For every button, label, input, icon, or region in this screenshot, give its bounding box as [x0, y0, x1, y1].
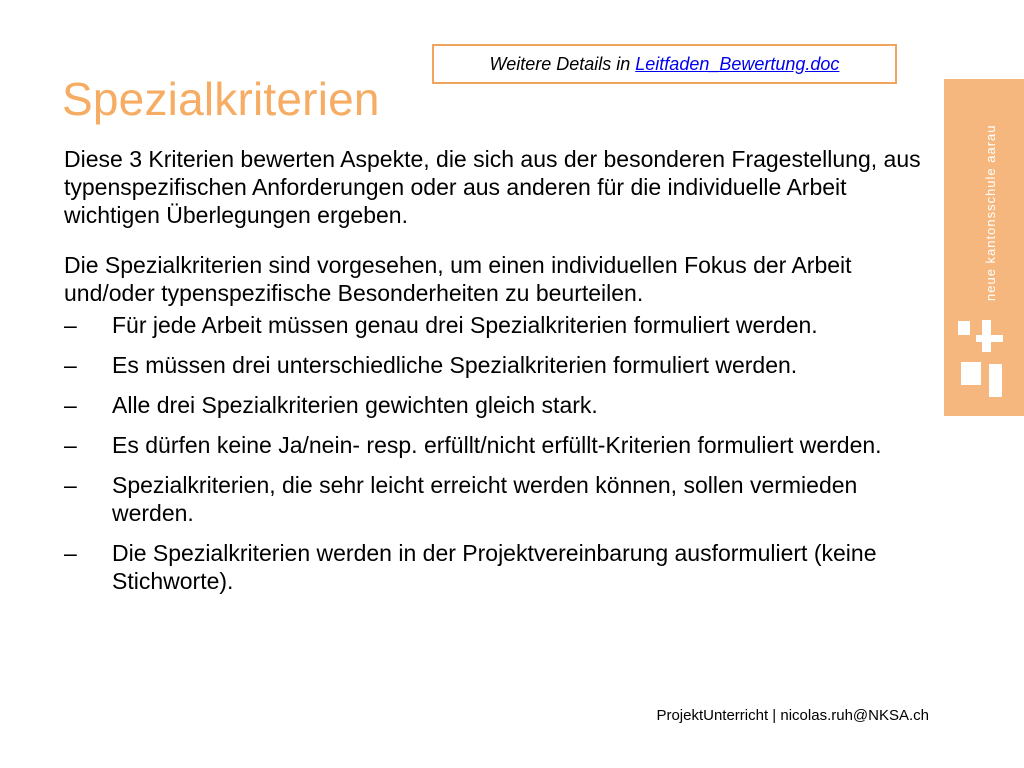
- bullet-dash: –: [64, 432, 77, 458]
- bullet-dash: –: [64, 472, 77, 498]
- list-item-text: Alle drei Spezialkriterien gewichten gleich stark.: [112, 392, 598, 418]
- footer: ProjektUnterricht | nicolas.ruh@NKSA.ch: [656, 707, 929, 724]
- logo-text: neue kantonsschule aarau: [983, 124, 998, 301]
- list-item: [64, 391, 934, 419]
- list-item-text: Die Spezialkriterien werden in der Projektvereinbarung ausformuliert (keine Stichworte).: [112, 540, 877, 594]
- list-item-text: Spezialkriterien, die sehr leicht erreicht werden können, sollen vermieden werden.: [112, 472, 858, 526]
- list-item-text: Es müssen drei unterschiedliche Spezialkriterien formuliert werden.: [112, 352, 798, 378]
- details-box: [432, 44, 897, 84]
- logo-mark-block-right: [989, 364, 1002, 397]
- bullet-dash: –: [64, 312, 77, 338]
- leitfaden-link[interactable]: Leitfaden_Bewertung.doc: [635, 54, 840, 74]
- list-item: [64, 351, 934, 379]
- list-item-text: Es dürfen keine Ja/nein- resp. erfüllt/nicht erfüllt-Kriterien formuliert werden.: [112, 432, 882, 458]
- bullet-dash: –: [64, 352, 77, 378]
- school-logo-graphic: [944, 79, 1024, 416]
- school-logo: [944, 79, 1024, 416]
- logo-mark-crossbar: [976, 335, 1003, 342]
- logo-mark-block-left: [961, 362, 981, 385]
- list-item: [64, 471, 934, 527]
- purpose-paragraph: Die Spezialkriterien sind vorgesehen, um einen individuellen Fokus der Arbeit und/oder typenspezifische Besonderheiten zu beurteilen.: [64, 252, 852, 306]
- list-item: [64, 431, 934, 459]
- intro-paragraph: Diese 3 Kriterien bewerten Aspekte, die sich aus der besonderen Fragestellung, aus typenspezifischen Anforderungen oder aus anderen für die individuelle Arbeit wichtigen Überlegungen ergeben.: [64, 146, 921, 228]
- details-prefix: Weitere Details in: [489, 54, 636, 74]
- slide-title: Spezialkriterien: [62, 72, 380, 125]
- rules-list: [64, 311, 934, 595]
- bullet-dash: –: [64, 392, 77, 418]
- list-item-text: Für jede Arbeit müssen genau drei Spezialkriterien formuliert werden.: [112, 312, 818, 338]
- bullet-dash: –: [64, 540, 77, 566]
- logo-mark-dot: [958, 321, 970, 335]
- slide-content: [64, 145, 934, 595]
- list-item: [64, 539, 934, 595]
- list-item: [64, 311, 934, 339]
